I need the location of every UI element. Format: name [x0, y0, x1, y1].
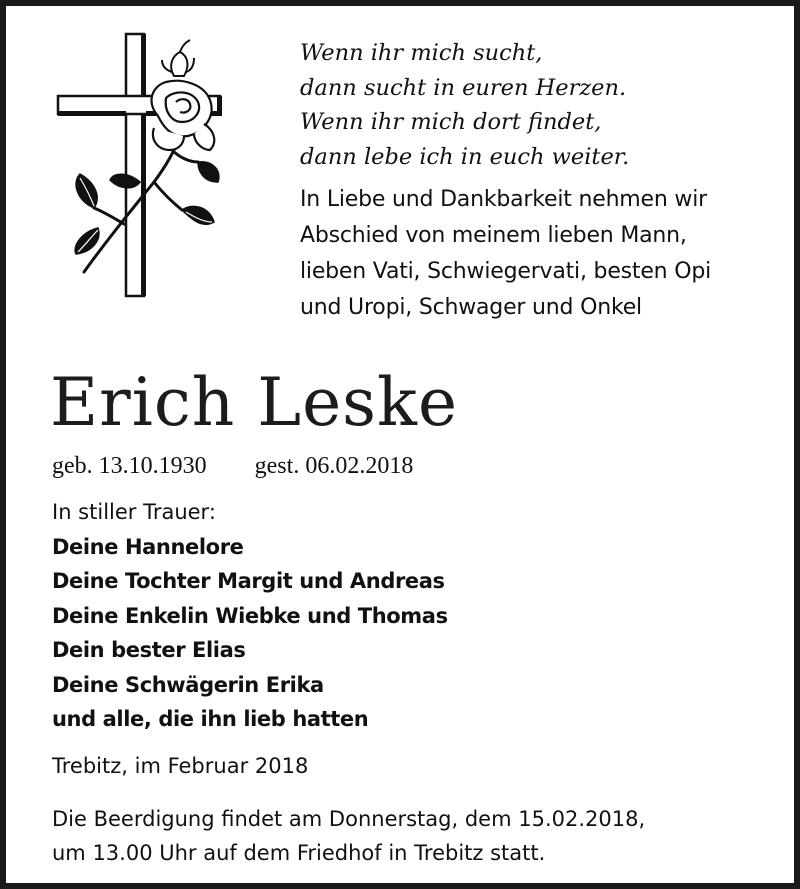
- life-dates: [52, 450, 413, 482]
- mourners-heading: In stiller Trauer:: [52, 500, 216, 524]
- mourners-list: [52, 495, 448, 737]
- mourner-entry: und alle, die ihn lieb hatten: [52, 707, 369, 731]
- mourner-entry: Deine Tochter Margit und Andreas: [52, 569, 445, 593]
- birth-date: geb. 13.10.1930: [52, 453, 207, 479]
- poem-line: Wenn ihr mich sucht,: [300, 40, 543, 66]
- intro-line: In Liebe und Dankbarkeit nehmen wir: [300, 187, 707, 212]
- mourner-entry: Deine Schwägerin Erika: [52, 672, 324, 697]
- funeral-line: Die Beerdigung findet am Donnerstag, dem 15.02.2018,: [52, 807, 646, 831]
- intro-line: Abschied von meinem lieben Mann,: [300, 223, 687, 248]
- death-date: gest. 06.02.2018: [254, 453, 414, 479]
- funeral-details: [52, 802, 645, 870]
- poem: [300, 36, 629, 174]
- intro-line: lieben Vati, Schwiegervati, besten Opi: [300, 259, 712, 284]
- intro-line: und Uropi, Schwager und Onkel: [300, 295, 642, 320]
- poem-line: dann lebe ich in euch weiter.: [300, 143, 630, 170]
- deceased-name: Erich Leske: [50, 364, 459, 441]
- mourner-entry: Deine Hannelore: [52, 534, 244, 559]
- funeral-line: um 13.00 Uhr auf dem Friedhof in Trebitz statt.: [52, 841, 546, 865]
- mourner-entry: Dein bester Elias: [52, 638, 246, 662]
- cross-with-rose-icon: [54, 32, 234, 300]
- intro-text: [300, 182, 711, 326]
- poem-line: Wenn ihr mich dort findet,: [300, 109, 602, 135]
- mourner-entry: Deine Enkelin Wiebke und Thomas: [52, 603, 448, 628]
- place-and-date: Trebitz, im Februar 2018: [52, 754, 309, 778]
- poem-line: dann sucht in euren Herzen.: [300, 74, 627, 101]
